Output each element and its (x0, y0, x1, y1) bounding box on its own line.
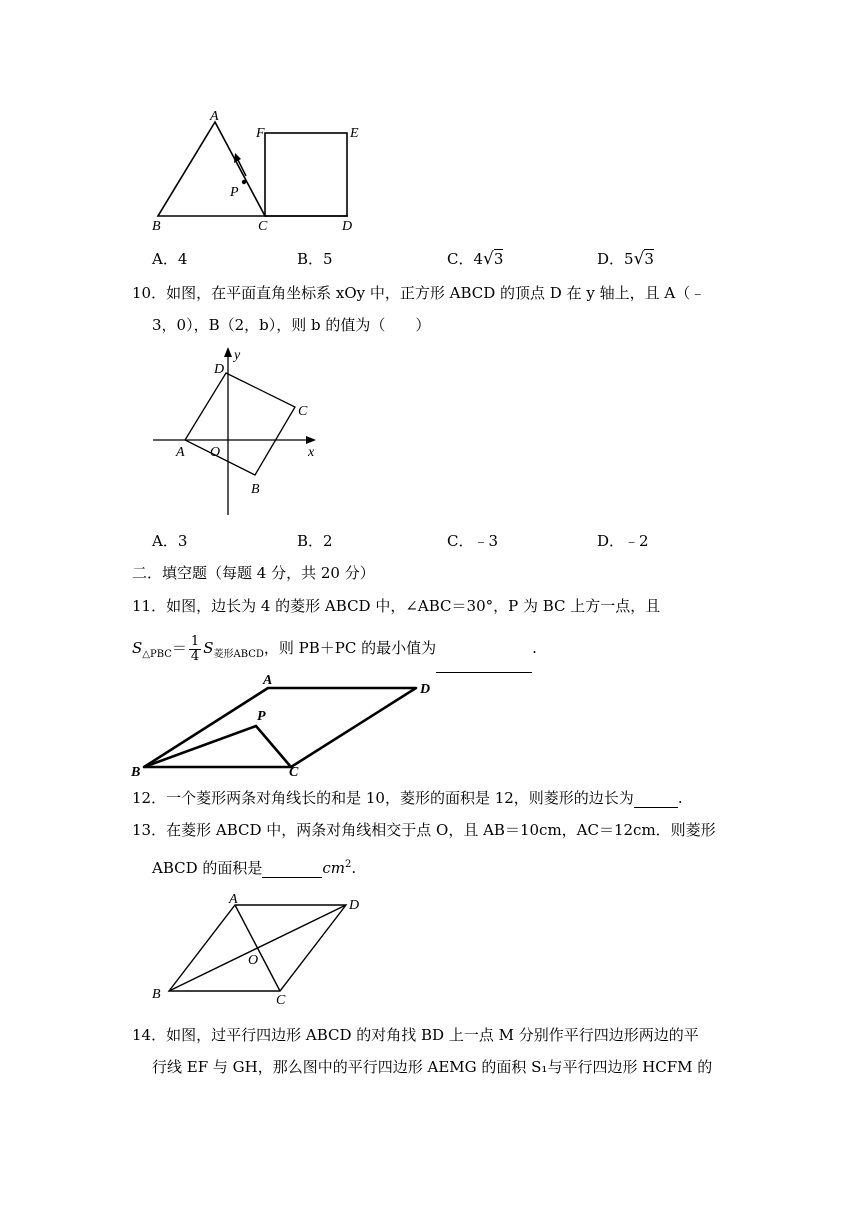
q9-option-b: B．5 (297, 250, 333, 268)
q9-option-d (597, 248, 654, 269)
q10-option-d: D．﹣2 (597, 532, 649, 550)
q11-answer-blank[interactable] (436, 656, 532, 673)
sqrt-icon: √ (633, 249, 645, 269)
q10-option-b: B．2 (297, 532, 333, 550)
q11-stem-line1: 11．如图，边长为 4 的菱形 ABCD 中，∠ABC＝30°，P 为 BC 上方一点，且 (132, 597, 661, 615)
q13-stem-line2-pre: ABCD 的面积是 (152, 859, 263, 877)
q11-figure (128, 670, 443, 780)
q13-label-o: O (248, 953, 259, 968)
q11-stem-line2 (132, 630, 537, 666)
q10-figure (148, 343, 328, 518)
q10-label-o: O (210, 445, 221, 460)
q13-answer-blank[interactable] (262, 861, 322, 878)
q13-unit: cm (322, 859, 346, 877)
q9-option-c-label: C．4 (447, 250, 484, 268)
q11-label-d: D (420, 682, 431, 697)
q11-s-left-sub: △PBC (142, 649, 172, 660)
q13-figure (146, 888, 366, 1006)
q11-end: . (532, 639, 537, 657)
q9-option-c (447, 248, 503, 269)
q9-label-c: C (258, 219, 268, 234)
q9-label-f: F (256, 126, 265, 141)
q13-label-d: D (349, 898, 360, 913)
q9-option-a: A．4 (152, 250, 188, 268)
q12-end: . (677, 789, 683, 807)
q10-label-d: D (214, 362, 225, 377)
q9-label-d: D (342, 219, 353, 234)
q13-stem-line1: 13．在菱形 ABCD 中，两条对角线相交于点 O，且 AB＝10cm，AC＝12cm．则菱形 (132, 821, 716, 839)
q12-text: 12．一个菱形两条对角线长的和是 10，菱形的面积是 12，则菱形的边长为 (132, 789, 634, 807)
q13-label-a: A (229, 892, 238, 907)
q9-option-d-radicand: 3 (644, 250, 654, 268)
q9-figure (140, 108, 370, 238)
q12-answer-blank[interactable] (634, 791, 678, 808)
q11-s-right-sub: 菱形ABCD (213, 649, 264, 660)
q10-label-y: y (234, 348, 241, 363)
q11-label-c: C (289, 765, 299, 780)
q11-label-a: A (263, 673, 273, 688)
q11-frac-den: 4 (190, 648, 200, 664)
q11-eq: ＝ (171, 639, 187, 657)
q11-label-p: P (257, 709, 266, 724)
q9-label-a: A (210, 109, 219, 124)
q11-label-b: B (131, 765, 141, 780)
q13-unit-sup: 2 (345, 859, 352, 870)
q9-option-c-radicand: 3 (493, 250, 504, 268)
q9-label-p: P (230, 185, 239, 200)
q10-stem-line1: 10．如图，在平面直角坐标系 xOy 中，正方形 ABCD 的顶点 D 在 y 轴上，且 A（﹣ (132, 284, 706, 302)
q11-s-left: S (132, 639, 143, 657)
q12-stem (132, 788, 683, 808)
q11-frac-num: 1 (190, 633, 200, 649)
q13-end: . (351, 859, 357, 877)
q11-fraction (189, 635, 201, 664)
q9-label-b: B (152, 219, 161, 234)
q11-s-right: S (203, 639, 214, 657)
q10-label-b: B (251, 482, 260, 497)
q10-option-a: A．3 (152, 532, 188, 550)
q10-option-c: C．﹣3 (447, 532, 499, 550)
q13-stem-line2 (152, 855, 356, 878)
section-heading: 二．填空题（每题 4 分，共 20 分） (132, 564, 375, 582)
q11-tail: ，则 PB＋PC 的最小值为 (263, 639, 437, 657)
q10-label-c: C (298, 404, 308, 419)
q9-option-d-label: D．5 (597, 250, 634, 268)
q10-stem-line2: 3，0），B（2，b），则 b 的值为（ ） (152, 316, 431, 334)
q13-label-c: C (276, 993, 286, 1006)
sqrt-icon: √ (483, 249, 494, 269)
q9-label-e: E (350, 126, 359, 141)
q10-label-a: A (176, 445, 185, 460)
q13-label-b: B (152, 987, 161, 1002)
q14-stem-line1: 14．如图，过平行四边形 ABCD 的对角找 BD 上一点 M 分别作平行四边形两边的平 (132, 1026, 699, 1044)
q14-stem-line2: 行线 EF 与 GH，那么图中的平行四边形 AEMG 的面积 S₁与平行四边形 HCFM 的 (152, 1058, 713, 1076)
q10-label-x: x (308, 445, 315, 460)
